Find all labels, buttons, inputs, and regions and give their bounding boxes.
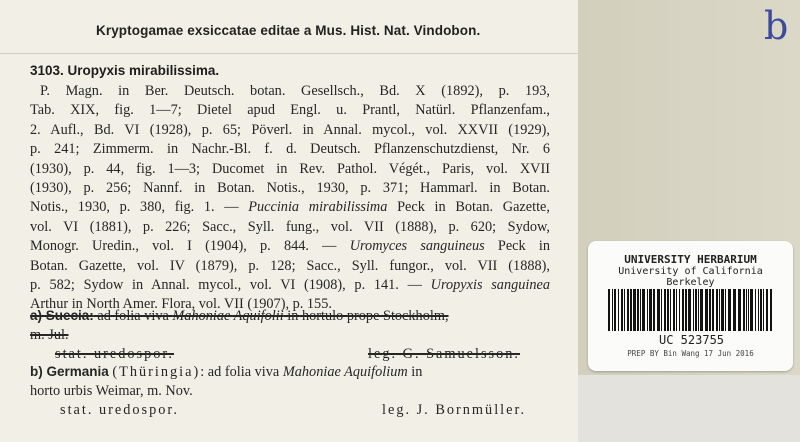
section-a-label: a) Suecia: bbox=[30, 308, 94, 323]
barcode-bar bbox=[743, 289, 745, 331]
barcode-bar bbox=[621, 289, 623, 331]
barcode-bar bbox=[725, 289, 726, 331]
barcode-bar bbox=[685, 289, 687, 331]
barcode-bar bbox=[719, 289, 720, 331]
barcode-bar bbox=[667, 289, 669, 331]
barcode-bar bbox=[608, 289, 610, 331]
herbarium-label bbox=[588, 241, 793, 371]
section-a-line1: a) Suecia: ad folia viva Mahoniae Aquifolii in hortulo prope Stockholm, bbox=[30, 308, 449, 324]
barcode-bar bbox=[728, 289, 731, 331]
barcode-bar bbox=[698, 289, 699, 331]
barcode-bar bbox=[649, 289, 652, 331]
citation-line: p. 582; Sydow in Annal. mycol., vol. VI (1908), p. 141. — Uropyxis sanguinea bbox=[30, 277, 550, 294]
barcode-bar bbox=[746, 289, 747, 331]
barcode-bar bbox=[642, 289, 645, 331]
barcode-bar bbox=[676, 289, 677, 331]
mount-lower-strip bbox=[578, 375, 800, 442]
barcode-bar bbox=[688, 289, 691, 331]
citation-line: (1930), p. 44, fig. 1—3; Ducomet in Rev. Pathol. Végét., Paris, vol. XVII bbox=[30, 160, 550, 177]
barcode-bar bbox=[770, 289, 772, 331]
section-b-host: Mahoniae Aquifolium bbox=[282, 364, 408, 380]
barcode-bar bbox=[657, 289, 660, 331]
barcode-bar bbox=[682, 289, 684, 331]
barcode-bar bbox=[664, 289, 666, 331]
barcode-bar bbox=[693, 289, 694, 331]
literature-citations bbox=[30, 82, 550, 315]
header-divider bbox=[0, 53, 578, 54]
barcode-bar bbox=[766, 289, 768, 331]
barcode-bar bbox=[700, 289, 703, 331]
barcode-bar bbox=[614, 289, 616, 331]
barcode-bar bbox=[661, 289, 662, 331]
barcode-bar bbox=[716, 289, 718, 331]
citation-line: Arthur in North Amer. Flora, vol. VII (1907), p. 155. bbox=[30, 296, 332, 313]
section-a-line2: m. Jul. bbox=[30, 327, 69, 343]
exsiccatae-header: Kryptogamae exsiccatae editae a Mus. Hist. Nat. Vindobon. bbox=[96, 23, 481, 38]
barcode-bar bbox=[705, 289, 708, 331]
barcode-bar bbox=[637, 289, 639, 331]
barcode-bar bbox=[712, 289, 714, 331]
barcode-bar bbox=[733, 289, 736, 331]
section-b-line2: horto urbis Weimar, m. Nov. bbox=[30, 383, 193, 399]
section-b-collector: leg. J. Bornmüller. bbox=[382, 402, 527, 418]
citation-line: vol. VI (1881), p. 226; Sacc., Syll. fung., vol. VII (1888), p. 620; Sydow, bbox=[30, 218, 550, 235]
barcode-bar bbox=[673, 289, 675, 331]
barcode-bar bbox=[695, 289, 697, 331]
barcode bbox=[608, 289, 774, 331]
barcode-bar bbox=[758, 289, 759, 331]
citation-line: P. Magn. in Ber. Deutsch. botan. Gesellsch., Bd. X (1892), p. 193, bbox=[40, 83, 550, 99]
barcode-bar bbox=[738, 289, 741, 331]
barcode-bar bbox=[640, 289, 641, 331]
barcode-bar bbox=[760, 289, 762, 331]
barcode-bar bbox=[627, 289, 629, 331]
section-a-stat: stat. uredospor. bbox=[55, 346, 174, 362]
citation-line: Tab. XIX, fig. 1—7; Dietel apud Engl. u. Prantl, Natürl. Pflanzenfam., bbox=[30, 102, 550, 119]
barcode-bar bbox=[750, 289, 753, 331]
barcode-bar bbox=[630, 289, 632, 331]
barcode-bar bbox=[709, 289, 711, 331]
label-subtitle: University of California bbox=[618, 266, 763, 277]
barcode-bar bbox=[633, 289, 636, 331]
label-location: Berkeley bbox=[666, 277, 715, 288]
citation-line: p. 241; Zimmerm. in Nachr.-Bl. f. d. Deutsch. Pflanzenschutzdienst, Nr. 6 bbox=[30, 141, 550, 158]
label-title: UNIVERSITY HERBARIUM bbox=[624, 253, 757, 266]
citation-line: 2. Aufl., Bd. VI (1928), p. 65; Pöverl. in Annal. mycol., vol. XXVII (1929), bbox=[30, 121, 550, 138]
section-b-line1: b) Germania (Thüringia): ad folia viva Mahoniae Aquifolium in bbox=[30, 364, 423, 380]
prep-line: PREP BY Bin Wang 17 Jun 2016 bbox=[627, 349, 754, 358]
section-a-host: Mahoniae Aquifolii bbox=[172, 308, 284, 324]
citation-line: (1930), p. 256; Nannf. in Botan. Notis., 1930, p. 371; Hammarl. in Botan. bbox=[30, 180, 550, 197]
barcode-bar bbox=[612, 289, 613, 331]
barcode-bar bbox=[624, 289, 625, 331]
species-title: 3103. Uropyxis mirabilissima. bbox=[30, 63, 220, 78]
barcode-bar bbox=[748, 289, 749, 331]
barcode-bar bbox=[670, 289, 671, 331]
barcode-bar bbox=[647, 289, 648, 331]
section-b-label: b) Germania bbox=[30, 364, 109, 379]
citation-line: Monogr. Uredin., vol. I (1904), p. 844. — Uromyces sanguineus Peck in bbox=[30, 238, 550, 255]
section-b-stat: stat. uredospor. bbox=[60, 402, 179, 418]
barcode-bar bbox=[755, 289, 756, 331]
section-a-collector: leg. G. Samuelsson. bbox=[368, 346, 520, 362]
barcode-bar bbox=[679, 289, 680, 331]
barcode-bar bbox=[653, 289, 655, 331]
barcode-bar bbox=[618, 289, 619, 331]
barcode-bar bbox=[763, 289, 764, 331]
catalog-number: UC 523755 bbox=[659, 333, 725, 347]
citation-line: Botan. Gazette, vol. IV (1879), p. 128; Sacc., Syll. fungor., vol. VII (1888), bbox=[30, 257, 550, 274]
corner-mark: b bbox=[764, 4, 789, 48]
citation-line: Notis., 1930, p. 380, fig. 1. — Puccinia mirabilissima Peck in Botan. Gazette, bbox=[30, 199, 550, 216]
barcode-bar bbox=[721, 289, 724, 331]
